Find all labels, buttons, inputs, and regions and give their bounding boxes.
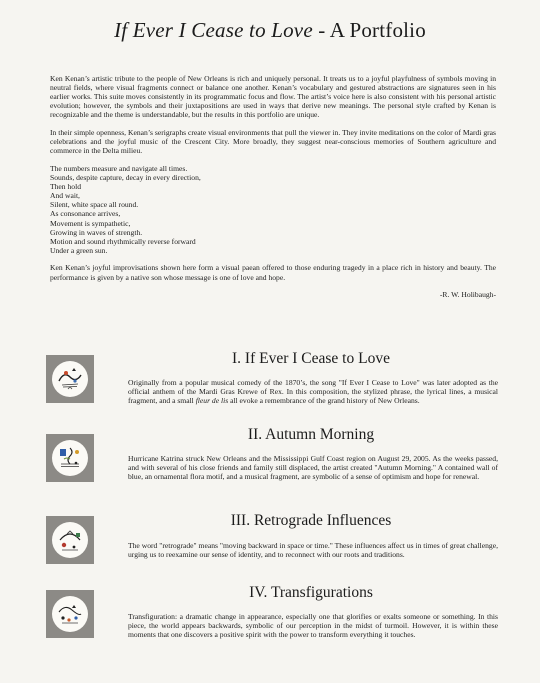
artwork-disc-icon: [50, 520, 90, 560]
poem-line: Motion and sound rhythmically reverse forward: [50, 236, 196, 246]
artwork-thumbnail-3: [46, 516, 94, 564]
artwork-disc-icon: [50, 359, 90, 399]
poem-line: Sounds, despite capture, decay in every direction,: [50, 173, 201, 183]
section-heading-3: III. Retrograde Influences: [230, 512, 392, 529]
poem-line: As consonance arrives,: [50, 209, 121, 219]
section-body-text: all evoke a remembrance of the grand history of New Orleans.: [228, 396, 420, 406]
section-body-text: Originally from a popular musical comedy of the 1870’s, the song "If Ever I Cease to Love" was later adopted as the official anthem of the Mardi Gras Krewe of Rex. In this composition, the stylized phrase, the lyrical lines, a musical fragment, and a small: [128, 378, 498, 406]
poem-line: Movement is sympathetic,: [50, 218, 131, 228]
intro-paragraph-2: In their simple openness, Kenan’s serigraphs create visual environments that pull the viewer in. They invite meditations on the color of Mardi gras celebrations and the joyful music of the Crescent City. More broadly, they suggest near-conscious memories of Southern agriculture and commerce in the Delta milieu.: [50, 128, 496, 156]
section-body-1: [128, 378, 498, 405]
artwork-thumbnail-1: [46, 355, 94, 403]
section-heading-4: IV. Transfigurations: [249, 584, 373, 601]
page-title: [0, 18, 540, 43]
section-body-text: The word "retrograde" means "moving backward in space or time." These influences affect us in times of great challenge, urging us to reexamine our sense of identity, and to reconnect with our roots and traditions.: [128, 541, 498, 560]
intro-paragraph-1: Ken Kenan’s artistic tribute to the people of New Orleans is rich and uniquely personal. It treats us to a joyful playfulness of symbols moving in neutral fields, where visual fragments connect or balance one another. Kenan’s vocabulary and gestured abstractions are signatures seen in his earlier works. This suite moves consistently in its programmatic focus and flow. The artist’s voice here is also consistent with his personal artistic evolution; however, the symbols and their juxtapositions are used in ways that derive new meanings. The personal style crafted by Kenan is recognizable and the theme is understandable, but the results in this portfolio are unique.: [50, 74, 496, 120]
section-body-3: [128, 541, 498, 559]
poem-line: Then hold: [50, 182, 82, 192]
poem-line: Growing in waves of strength.: [50, 227, 143, 237]
page-title-italic: If Ever I Cease to Love: [114, 18, 313, 42]
artwork-thumbnail-4: [46, 590, 94, 638]
poem-line: Silent, white space all round.: [50, 200, 139, 210]
introduction: [50, 74, 496, 299]
artwork-thumbnail-2: [46, 434, 94, 482]
poem: [50, 164, 496, 255]
poem-line: The numbers measure and navigate all times.: [50, 163, 188, 173]
section-body-4: [128, 612, 498, 639]
intro-paragraph-3: Ken Kenan’s joyful improvisations shown here form a visual paean offered to those enduring tragedy in a place rich in history and beauty. The performance is given by a native son whose message is one of love and hope.: [50, 263, 496, 282]
section-body-emphasis: fleur de lis: [195, 396, 229, 406]
section-heading-2: II. Autumn Morning: [247, 426, 375, 443]
section-body-text: Hurricane Katrina struck New Orleans and the Mississippi Gulf Coast region on August 29, 2005. As the weeks passed, and with several of his close friends and family still displaced, the artist created "Autumn Morning." A contained wall of blue, an ornamental flora motif, and a musical fragment, are symbolic of a sense of optimism and hope for renewal.: [128, 454, 498, 482]
poem-line: And wait,: [50, 191, 80, 201]
artwork-disc-icon: [50, 594, 90, 634]
section-body-text: Transfiguration: a dramatic change in appearance, especially one that glorifies or exalts someone or something. In this piece, the world appears backwards, symbolic of our perception in the midst of turmoil. However, it is within these moments that one discovers a positive spirit with the power to transform everything it touches.: [128, 612, 498, 640]
author-signature: -R. W. Holibaugh-: [439, 290, 496, 300]
section-body-2: [128, 454, 498, 481]
artwork-disc-icon: [50, 438, 90, 478]
section-heading-1: I. If Ever I Cease to Love: [232, 350, 390, 367]
poem-line: Under a green sun.: [50, 245, 108, 255]
page-title-suffix: - A Portfolio: [312, 18, 426, 42]
